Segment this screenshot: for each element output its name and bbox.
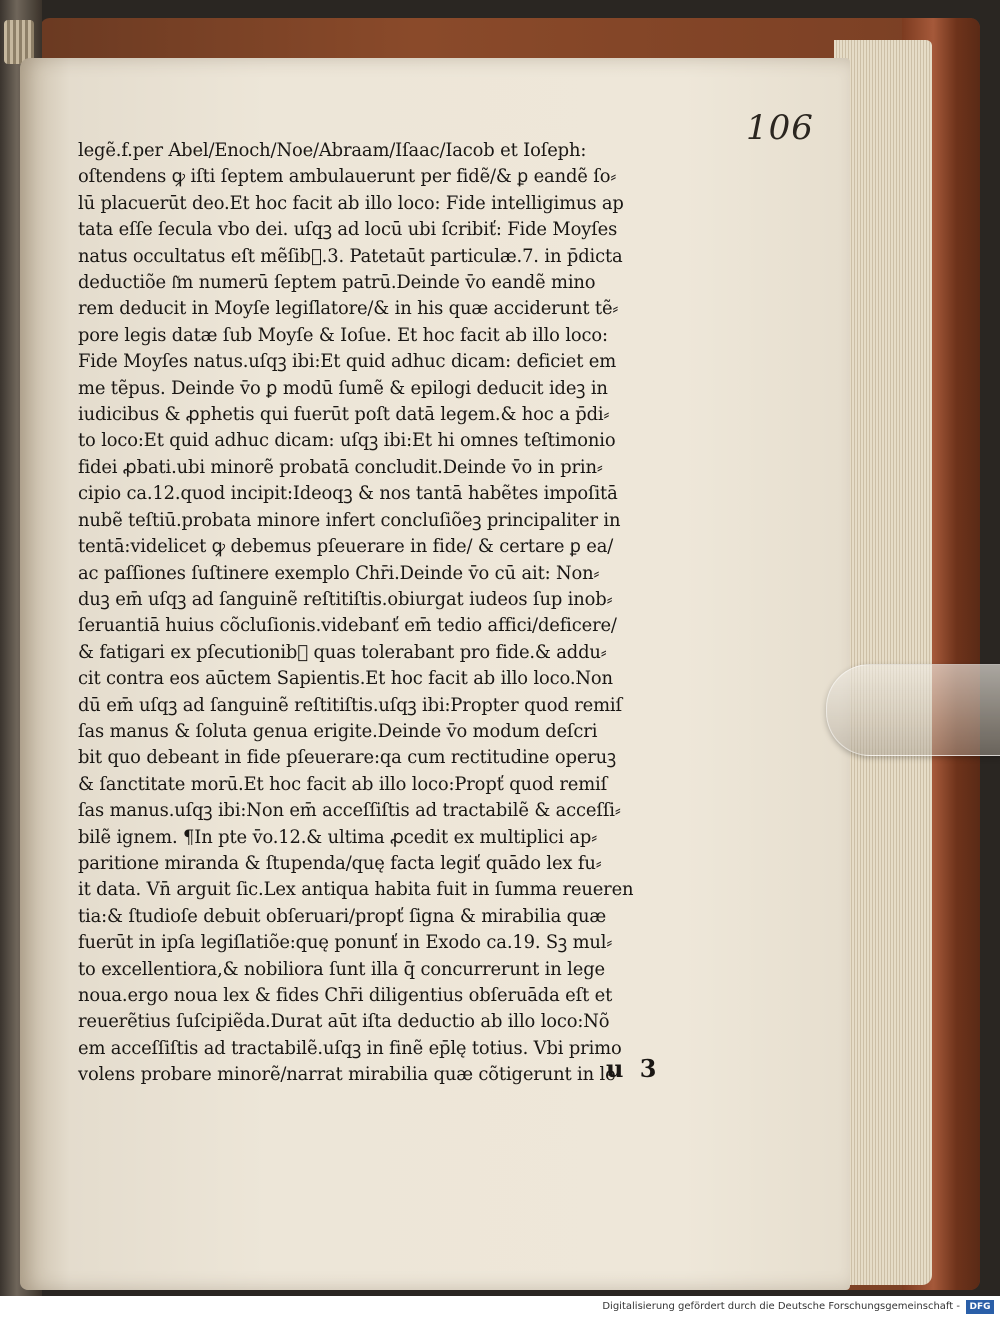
- text-line: Fide Moyſes natus.uſqꝫ ibi:Et quid adhuc dicam: deficiet em: [78, 351, 617, 373]
- page-clip: [826, 664, 1000, 756]
- dfg-logo: DFG: [966, 1300, 994, 1314]
- text-line: it data. Vn̄ arguit ſic.Lex antiqua habita fuit in ſumma reueren: [78, 879, 634, 901]
- text-line: tentā:videlicet ꝙ debemus pſeuerare in fide/ & certare ꝑ ea/: [78, 536, 614, 558]
- text-line: paritione miranda & ſtupenda/quę facta legiť quādo lex fu⸗: [78, 852, 602, 874]
- text-line: bilẽ ignem. ¶In pte v̄o.12.& ultima ꝓcedit ex multiplici ap⸗: [78, 826, 598, 848]
- text-line: natus occultatus eſt mẽſib᷒.3. Patetaūt particulæ.7. in p̄dicta: [78, 245, 623, 267]
- text-line: bit quo debeant in fide pſeuerare:qa cum rectitudine operuꝫ: [78, 747, 617, 769]
- text-line: fidei ꝓbati.ubi minorẽ probatā concludit.Deinde v̄o in prin⸗: [78, 456, 603, 478]
- text-line: ac paſſiones ſuſtinere exemplo Chr̄i.Deinde v̄o cū ait: Non⸗: [78, 562, 600, 584]
- text-line: to excellentiora,& nobiliora ſunt illa q̄ concurrerunt in lege: [78, 958, 605, 980]
- text-line: & ſanctitate morū.Et hoc facit ab illo loco:Propť quod remiſ: [78, 773, 608, 795]
- text-line: ſas manus.uſqꝫ ibi:Non em̄ acceſſiſtis ad tractabilẽ & acceſſi⸗: [78, 800, 621, 822]
- text-line: legẽ.f.per Abel/Enoch/Noe/Abraam/Iſaac/Iacob et Ioſeph:: [78, 140, 587, 161]
- text-line: ſeruantiā huius cõcluſionis.videbanť em̄ tedio affici/deficere/: [78, 615, 617, 637]
- text-line: noua.ergo noua lex & fides Chr̄i diligentius obſeruāda eſt et: [78, 985, 613, 1006]
- footer-credit: Digitalisierung gefördert durch die Deutsche Forschungsgemeinschaft -: [602, 1301, 960, 1312]
- text-line: tata eſſe ſecula vbo dei. uſqꝫ ad locū ubi ſcribiť: Fide Moyſes: [78, 219, 618, 241]
- text-line: ſas manus & ſoluta genua erigite.Deinde v̄o modum deſcri: [78, 720, 598, 742]
- footer-bar: [0, 1296, 1000, 1320]
- folio-number: 106: [746, 108, 814, 148]
- text-line: me tẽpus. Deinde v̄o ꝑ modū ſumẽ & epilogi deducit ideꝫ in: [78, 377, 608, 399]
- text-line: to loco:Et quid adhuc dicam: uſqꝫ ibi:Et hi omnes teſtimonio: [78, 430, 616, 452]
- text-line: tia:& ſtudioſe debuit obſeruari/propť ſigna & mirabilia quæ: [78, 905, 607, 927]
- text-line: oſtendens ꝙ iſti ſeptem ambulauerunt per fidẽ/& ꝑ eandẽ ſo⸗: [78, 166, 617, 188]
- text-line: nubẽ teſtiū.probata minore infert concluſiõeꝫ principaliter in: [78, 509, 621, 531]
- text-line: fuerūt in ipſa legiſlatiõe:quę ponunť in Exodo ca.19. Sꝫ mul⸗: [78, 932, 613, 954]
- text-line: cit contra eos aūctem Sapientis.Et hoc facit ab illo loco.Non: [78, 668, 613, 690]
- text-line: duꝫ em̄ uſqꝫ ad ſanguinẽ reſtitiſtis.obiurgat iudeos ſup inob⸗: [78, 588, 613, 610]
- signature-mark: u 3: [606, 1054, 661, 1083]
- text-line: & fatigari ex pſecutionib᷒ quas tolerabant pro fide.& addu⸗: [78, 641, 607, 663]
- text-line: pore legis datæ ſub Moyſe & Ioſue. Et hoc facit ab illo loco:: [78, 324, 608, 346]
- text-line: cipio ca.12.quod incipit:Ideoqꝫ & nos tantā habẽtes impoſitā: [78, 483, 618, 505]
- text-line: volens probare minorẽ/narrat mirabilia quæ cõtigerunt in le: [78, 1064, 616, 1086]
- text-block: [78, 138, 688, 1089]
- text-line: dū em̄ uſqꝫ ad ſanguinẽ reſtitiſtis.uſqꝫ ibi:Propter quod remiſ: [78, 694, 622, 716]
- text-line: rem deducit in Moyſe legiſlatore/& in his quæ acciderunt tẽ⸗: [78, 298, 619, 320]
- text-line: reuerẽtius ſuſcipiẽda.Durat aūt iſta deductio ab illo loco:Nõ: [78, 1011, 610, 1033]
- text-line: em acceſſiſtis ad tractabilẽ.uſqꝫ in finẽ ep̄lę totius. Vbi primo: [78, 1037, 622, 1059]
- text-line: iudicibus & ꝓphetis qui fuerūt poſt datā legem.& hoc a p̄di⸗: [78, 404, 610, 426]
- text-line: lū placuerūt deo.Et hoc facit ab illo loco: Fide intelligimus ap: [78, 192, 624, 214]
- text-line: deductiõe ſ͂m numerū ſeptem patrū.Deinde v̄o eandẽ mino: [78, 272, 596, 294]
